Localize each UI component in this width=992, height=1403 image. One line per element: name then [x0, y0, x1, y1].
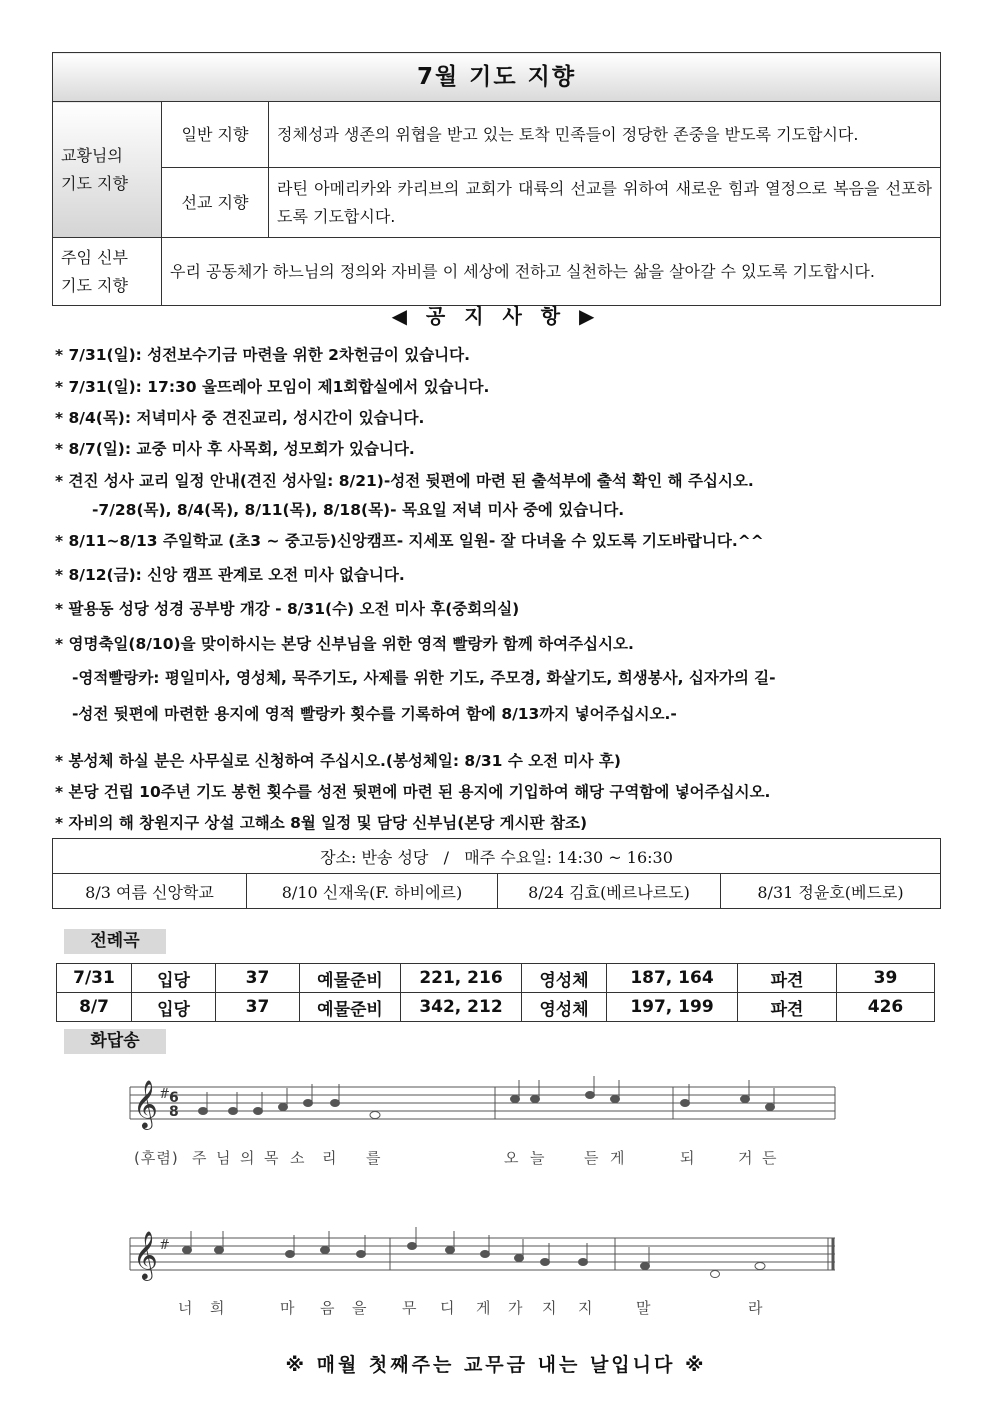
- lyric: 지: [542, 1299, 558, 1317]
- notice-title: ◀ 공 지 사 항 ▶: [391, 304, 601, 328]
- hymn-cell: 37: [216, 993, 300, 1022]
- lyric: 목: [264, 1149, 280, 1167]
- notice-item: * 7/31(일): 성전보수기금 마련을 위한 2차헌금이 있습니다.: [55, 346, 470, 364]
- notice-item: * 본당 건립 10주년 기도 봉헌 횟수를 성전 뒷편에 마련 된 용지에 기입하여 해당 구역함에 넣어주십시오.: [55, 783, 771, 801]
- mission-intention-label: 선교 지향: [162, 168, 269, 238]
- notice-item: * 8/7(일): 교중 미사 후 사목회, 성모회가 있습니다.: [55, 440, 415, 458]
- svg-text:#: #: [159, 1087, 170, 1102]
- svg-text:#: #: [159, 1238, 170, 1253]
- hymn-cell: 342, 212: [401, 993, 522, 1022]
- lyric: 를: [366, 1149, 382, 1167]
- notice-item: * 8/12(금): 신앙 캠프 관계로 오전 미사 없습니다.: [55, 566, 405, 584]
- hymn-table: [56, 963, 935, 1022]
- confession-cell: 8/3 여름 신앙학교: [53, 874, 247, 909]
- notice-item: * 영명축일(8/10)을 맞이하시는 본당 신부님을 위한 영적 빨랑카 함께 하여주십시오.: [55, 635, 634, 653]
- notice-item: -성전 뒷편에 마련한 용지에 영적 빨랑카 횟수를 기록하여 함에 8/13까지 넣어주십시오.-: [72, 705, 677, 723]
- lyric: 거: [738, 1149, 754, 1167]
- hymn-cell: 37: [216, 964, 300, 993]
- lyric: 주: [192, 1149, 208, 1167]
- lyric: 디: [440, 1299, 456, 1317]
- liturgy-label: 전례곡: [64, 929, 166, 954]
- lyric: 말: [636, 1299, 652, 1317]
- hymn-cell: 197, 199: [607, 993, 738, 1022]
- confession-schedule-table: [52, 838, 941, 909]
- hymn-cell: 영성체: [522, 993, 607, 1022]
- hymn-cell: 39: [837, 964, 935, 993]
- lyric: 게: [476, 1299, 492, 1317]
- prayer-title: 7월 기도 지향: [53, 53, 941, 102]
- confession-cell: 8/24 김효(베르나르도): [498, 874, 721, 909]
- music-staff-2: [125, 1223, 840, 1293]
- notice-item: * 8/11~8/13 주일학교 (초3 ~ 중고등)신앙캠프- 지세포 일원- 잘 다녀올 수 있도록 기도바랍니다.^^: [55, 532, 764, 550]
- notice-item: -영적빨랑카: 평일미사, 영성체, 묵주기도, 사제를 위한 기도, 주모경, 화살기도, 희생봉사, 십자가의 길-: [72, 669, 776, 687]
- table-row: [57, 993, 935, 1022]
- mission-intention-text: 라틴 아메리카와 카리브의 교회가 대륙의 선교를 위하여 새로운 힘과 열정으로 복음을 선포하도록 기도합시다.: [269, 168, 941, 238]
- lyric: 라: [748, 1299, 764, 1317]
- lyric: 의: [240, 1149, 256, 1167]
- lyric: 오: [504, 1149, 520, 1167]
- table-row: [57, 964, 935, 993]
- hymn-cell: 187, 164: [607, 964, 738, 993]
- confession-cell: 8/31 정윤호(베드로): [721, 874, 941, 909]
- confession-cell: 8/10 신재욱(F. 하비에르): [247, 874, 498, 909]
- svg-text:6: 6: [169, 1090, 179, 1106]
- lyric: 늘: [530, 1149, 546, 1167]
- notice-item: -7/28(목), 8/4(목), 8/11(목), 8/18(목)- 목요일 저녁 미사 중에 있습니다.: [92, 501, 625, 519]
- lyric: 무: [402, 1299, 418, 1317]
- hymn-cell: 426: [837, 993, 935, 1022]
- hymn-cell: 예물준비: [300, 993, 401, 1022]
- hymn-cell: 영성체: [522, 964, 607, 993]
- lyric: 소: [290, 1149, 306, 1167]
- notice-item: * 자비의 해 창원지구 상설 고해소 8월 일정 및 담당 신부님(본당 게시판 참조): [55, 814, 588, 832]
- lyric: 가: [508, 1299, 524, 1317]
- lyric: 너: [178, 1299, 194, 1317]
- lyric: 리: [322, 1149, 338, 1167]
- notice-item: * 견진 성사 교리 일정 안내(견진 성사일: 8/21)-성전 뒷편에 마련 된 출석부에 출석 확인 해 주십시오.: [55, 472, 754, 490]
- hymn-cell: 8/7: [57, 993, 132, 1022]
- pastor-intention-label: 주임 신부 기도 지향: [53, 238, 162, 306]
- lyric: 을: [352, 1299, 368, 1317]
- music-staff-1: [125, 1072, 840, 1142]
- pope-intention-label: 교황님의 기도 지향: [53, 102, 162, 238]
- lyric: 되: [680, 1149, 696, 1167]
- treble-clef-icon: 𝄞: [133, 1079, 158, 1128]
- lyric: 게: [610, 1149, 626, 1167]
- lyric: 지: [578, 1299, 594, 1317]
- lyric: 든: [762, 1149, 778, 1167]
- notice-item: * 봉성체 하실 분은 사무실로 신청하여 주십시오.(봉성체일: 8/31 수 오전 미사 후): [55, 752, 621, 770]
- hymn-cell: 파견: [738, 993, 837, 1022]
- hymn-cell: 7/31: [57, 964, 132, 993]
- footer-note: ※ 매월 첫째주는 교무금 내는 날입니다 ※: [285, 1354, 707, 1376]
- lyric: 님: [216, 1149, 232, 1167]
- lyric: 듣: [584, 1149, 600, 1167]
- pastor-intention-text: 우리 공동체가 하느님의 정의와 자비를 이 세상에 전하고 실천하는 삶을 살아갈 수 있도록 기도합시다.: [162, 238, 941, 306]
- hymn-cell: 221, 216: [401, 964, 522, 993]
- notice-item: * 팔용동 성당 성경 공부방 개강 - 8/31(수) 오전 미사 후(중회의실): [55, 600, 520, 618]
- hymn-cell: 예물준비: [300, 964, 401, 993]
- lyric: 음: [320, 1299, 336, 1317]
- lyric: (후렴): [134, 1149, 179, 1167]
- treble-clef-icon: 𝄞: [133, 1230, 158, 1279]
- confession-place: 장소: 반송 성당 / 매주 수요일: 14:30 ~ 16:30: [53, 839, 941, 874]
- general-intention-label: 일반 지향: [162, 102, 269, 168]
- svg-text:8: 8: [169, 1104, 179, 1120]
- notice-item: * 8/4(목): 저녁미사 중 견진교리, 성시간이 있습니다.: [55, 409, 425, 427]
- prayer-intentions-table: [52, 52, 941, 306]
- lyric: 마: [280, 1299, 296, 1317]
- hymn-cell: 입당: [132, 964, 216, 993]
- psalm-label: 화답송: [64, 1029, 166, 1054]
- general-intention-text: 정체성과 생존의 위협을 받고 있는 토착 민족들이 정당한 존중을 받도록 기도합시다.: [269, 102, 941, 168]
- lyric: 희: [210, 1299, 226, 1317]
- hymn-cell: 입당: [132, 993, 216, 1022]
- hymn-cell: 파견: [738, 964, 837, 993]
- notice-item: * 7/31(일): 17:30 울뜨레아 모임이 제1회합실에서 있습니다.: [55, 378, 490, 396]
